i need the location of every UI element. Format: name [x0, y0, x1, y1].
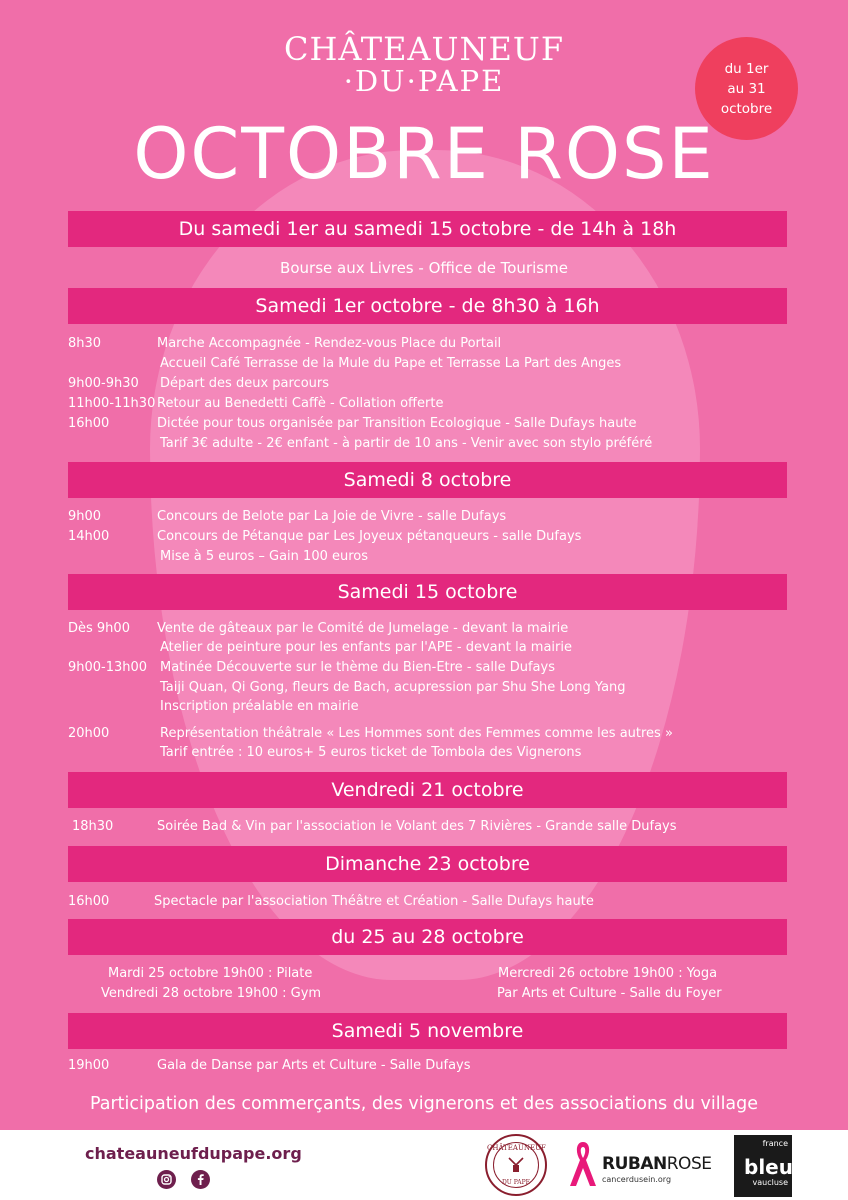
event-time: 16h00: [68, 894, 110, 909]
section-heading: Samedi 1er octobre - de 8h30 à 16h: [68, 288, 787, 324]
crossed-keys-icon: [505, 1155, 527, 1175]
event-time: 9h00: [68, 509, 102, 524]
facebook-icon[interactable]: [191, 1170, 210, 1189]
instagram-icon-glyph: [157, 1170, 176, 1189]
france-bleu-main: bleu: [744, 1155, 793, 1179]
brand-name-line2: ·DU·PAPE: [343, 64, 505, 98]
badge-line: du 1er: [724, 61, 769, 77]
france-bleu-logo: [734, 1135, 792, 1197]
section-heading: Dimanche 23 octobre: [68, 846, 787, 882]
event-text: Mercredi 26 octobre 19h00 : Yoga: [498, 966, 718, 981]
event-time: 14h00: [68, 529, 110, 544]
footer: [0, 1130, 848, 1200]
seal-top-text: CHÂTEAUNEUF: [487, 1144, 546, 1152]
pink-ribbon-icon: [566, 1136, 600, 1192]
ruban-rest: ROSE: [666, 1154, 712, 1174]
event-text: Marche Accompagnée - Rendez-vous Place du Portail: [157, 336, 502, 351]
event-text: Vente de gâteaux par le Comité de Jumelage - devant la mairie: [157, 621, 569, 636]
section-heading: Samedi 5 novembre: [68, 1013, 787, 1049]
poster-title: OCTOBRE ROSE: [133, 113, 715, 195]
badge-line: au 31: [727, 81, 766, 97]
event-text: Soirée Bad & Vin par l'association le Volant des 7 Rivières - Grande salle Dufays: [157, 819, 677, 834]
event-time: 9h00-13h00: [68, 660, 148, 675]
ruban-rose-wordmark: [602, 1154, 711, 1174]
event-text: Concours de Belote par La Joie de Vivre - salle Dufays: [157, 509, 507, 524]
section-heading: Vendredi 21 octobre: [68, 772, 787, 808]
event-text: Mardi 25 octobre 19h00 : Pilate: [108, 966, 313, 981]
event-time: 18h30: [72, 819, 114, 834]
section-heading: Samedi 8 octobre: [68, 462, 787, 498]
badge-line: octobre: [720, 101, 773, 117]
event-time: 9h00-9h30: [68, 376, 139, 391]
event-text: Retour au Benedetti Caffè - Collation offerte: [157, 396, 444, 411]
ruban-rose-logo: [566, 1136, 716, 1192]
instagram-icon[interactable]: [157, 1170, 176, 1189]
facebook-icon-glyph: [191, 1170, 210, 1189]
france-bleu-top: france: [762, 1139, 788, 1148]
seal-bottom-text: DU PAPE: [501, 1179, 530, 1186]
event-text: Concours de Pétanque par Les Joyeux pétanqueurs - salle Dufays: [157, 529, 582, 544]
event-time: 11h00-11h30: [68, 396, 156, 411]
section-text: Bourse aux Livres - Office de Tourisme: [280, 259, 568, 277]
event-text: Mise à 5 euros – Gain 100 euros: [160, 549, 369, 564]
event-text: Accueil Café Terrasse de la Mule du Pape et Terrasse La Part des Anges: [160, 356, 622, 371]
event-text: Inscription préalable en mairie: [160, 699, 359, 714]
event-text: Vendredi 28 octobre 19h00 : Gym: [101, 986, 322, 1001]
event-time: Dès 9h00: [68, 621, 130, 636]
brand-name-line1: CHÂTEAUNEUF: [283, 30, 565, 68]
event-text: Par Arts et Culture - Salle du Foyer: [497, 986, 722, 1001]
event-text: Matinée Découverte sur le thème du Bien-Etre - salle Dufays: [160, 660, 555, 675]
event-time: 8h30: [68, 336, 102, 351]
section-heading: du 25 au 28 octobre: [68, 919, 787, 955]
event-time: 16h00: [68, 416, 110, 431]
ruban-bold: RUBAN: [602, 1154, 667, 1174]
event-text: Spectacle par l'association Théâtre et Création - Salle Dufays haute: [154, 894, 594, 909]
event-text: Atelier de peinture pour les enfants par l'APE - devant la mairie: [160, 640, 572, 655]
event-text: Tarif entrée : 10 euros+ 5 euros ticket de Tombola des Vignerons: [160, 745, 582, 760]
chateauneuf-seal-logo: [485, 1134, 547, 1196]
participation-note: Participation des commerçants, des vignerons et des associations du village: [89, 1094, 759, 1114]
event-text: Taiji Quan, Qi Gong, fleurs de Bach, acupression par Shu She Long Yang: [160, 680, 626, 695]
event-time: 20h00: [68, 726, 110, 741]
event-time: 19h00: [68, 1058, 110, 1073]
event-text: Départ des deux parcours: [160, 376, 330, 391]
section-heading: Du samedi 1er au samedi 15 octobre - de 14h à 18h: [68, 211, 787, 247]
event-text: Dictée pour tous organisée par Transition Ecologique - Salle Dufays haute: [157, 416, 637, 431]
event-text: Gala de Danse par Arts et Culture - Salle Dufays: [157, 1058, 471, 1073]
ruban-rose-url: cancerdusein.org: [602, 1175, 672, 1184]
event-text: Représentation théâtrale « Les Hommes sont des Femmes comme les autres »: [160, 726, 673, 741]
section-heading: Samedi 15 octobre: [68, 574, 787, 610]
event-text: Tarif 3€ adulte - 2€ enfant - à partir de 10 ans - Venir avec son stylo préféré: [160, 436, 653, 451]
website-link[interactable]: chateauneufdupape.org: [85, 1144, 302, 1163]
france-bleu-sub: vaucluse: [752, 1178, 788, 1187]
